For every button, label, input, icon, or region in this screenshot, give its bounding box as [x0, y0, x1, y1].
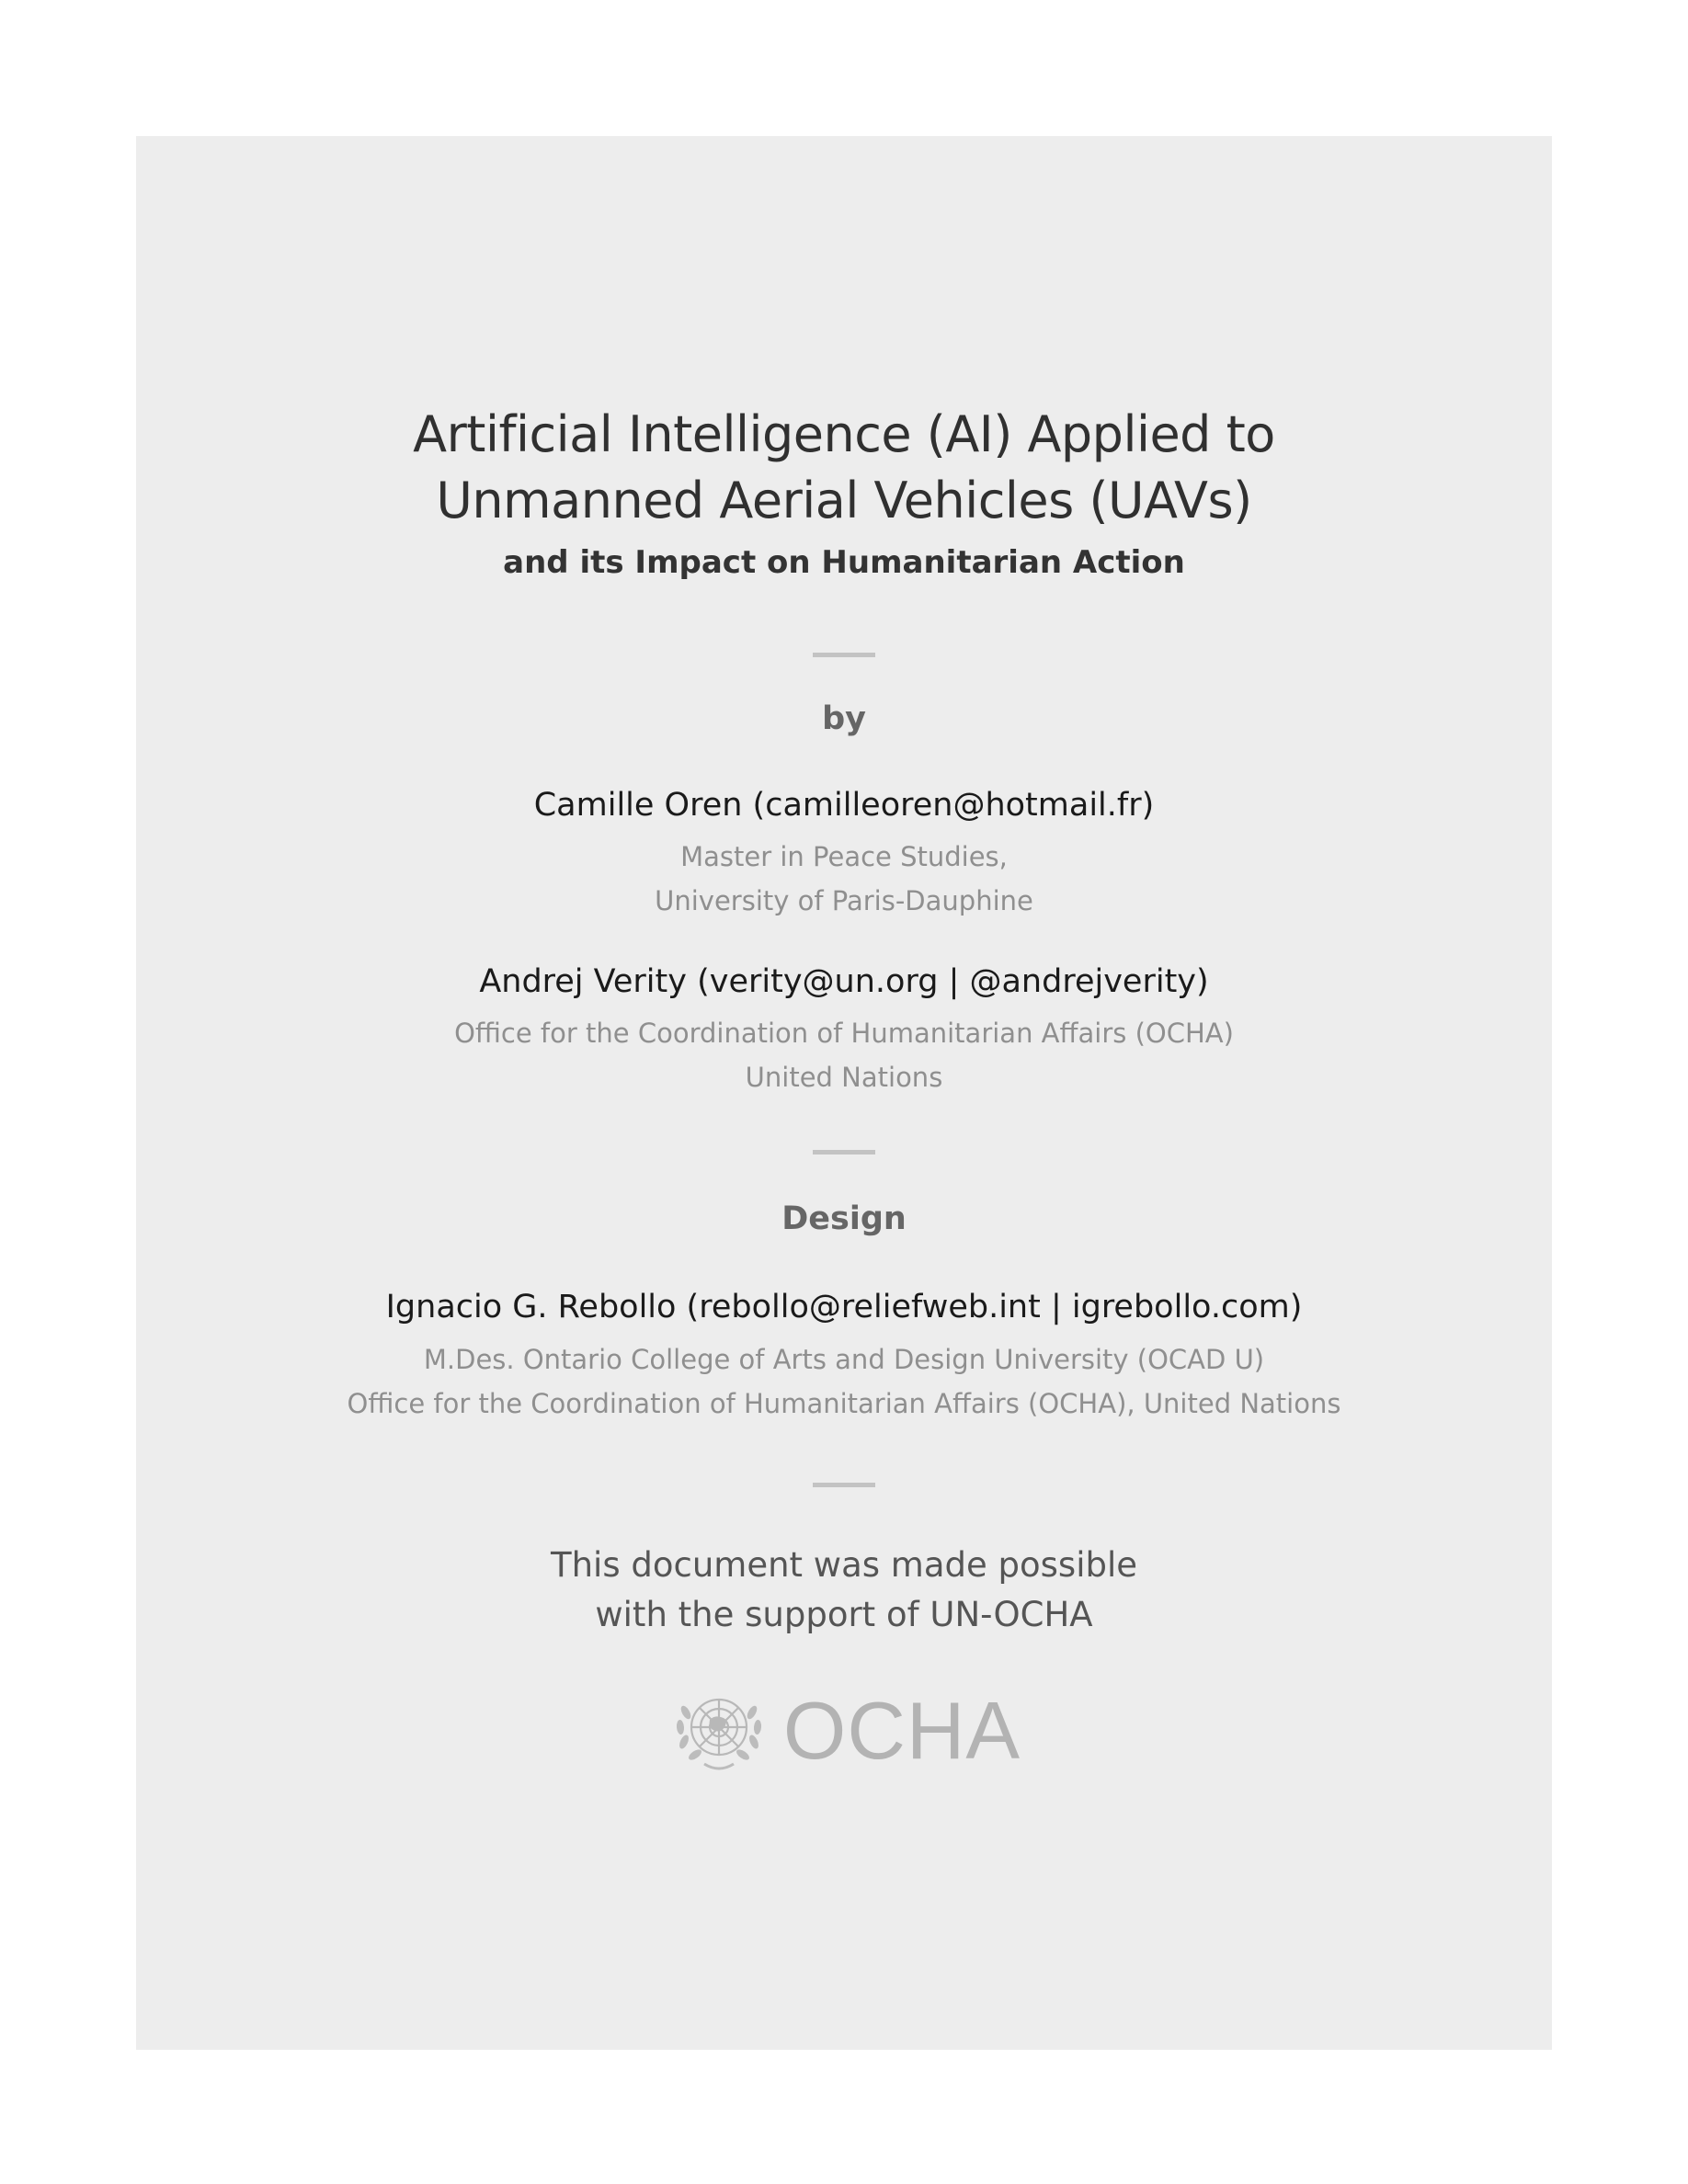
- cover-panel: [136, 136, 1552, 2050]
- designer-name: Ignacio G. Rebollo (rebollo@reliefweb.int | igrebollo.com): [385, 1289, 1303, 1325]
- author-1-affiliation-2: University of Paris-Dauphine: [655, 885, 1033, 916]
- ocha-logo-text: OCHA: [782, 1685, 1021, 1776]
- author-1-affiliation-1: Master in Peace Studies,: [680, 841, 1008, 872]
- support-line-1: This document was made possible: [551, 1545, 1137, 1585]
- ocha-logo: [136, 1680, 1552, 1781]
- title-line-1: Artificial Intelligence (AI) Applied to: [413, 405, 1275, 463]
- divider-2: [813, 1150, 875, 1155]
- design-label: Design: [781, 1200, 907, 1237]
- author-2-affiliation-1: Office for the Coordination of Humanitarian Affairs (OCHA): [454, 1018, 1234, 1049]
- divider-1: [813, 653, 875, 657]
- author-2-affiliation-2: United Nations: [745, 1062, 943, 1093]
- author-2-name: Andrej Verity (verity@un.org | @andrejverity): [479, 963, 1209, 1000]
- designer-affiliation-1: M.Des. Ontario College of Arts and Design University (OCAD U): [423, 1344, 1265, 1375]
- support-line-2: with the support of UN-OCHA: [595, 1595, 1093, 1634]
- title-line-2: Unmanned Aerial Vehicles (UAVs): [436, 472, 1252, 529]
- by-label: by: [822, 700, 866, 737]
- designer-affiliation-2: Office for the Coordination of Humanitarian Affairs (OCHA), United Nations: [347, 1388, 1341, 1419]
- divider-3: [813, 1483, 875, 1487]
- author-1-name: Camille Oren (camilleoren@hotmail.fr): [533, 787, 1155, 824]
- un-emblem-icon: [667, 1685, 770, 1777]
- subtitle: and its Impact on Humanitarian Action: [503, 544, 1185, 581]
